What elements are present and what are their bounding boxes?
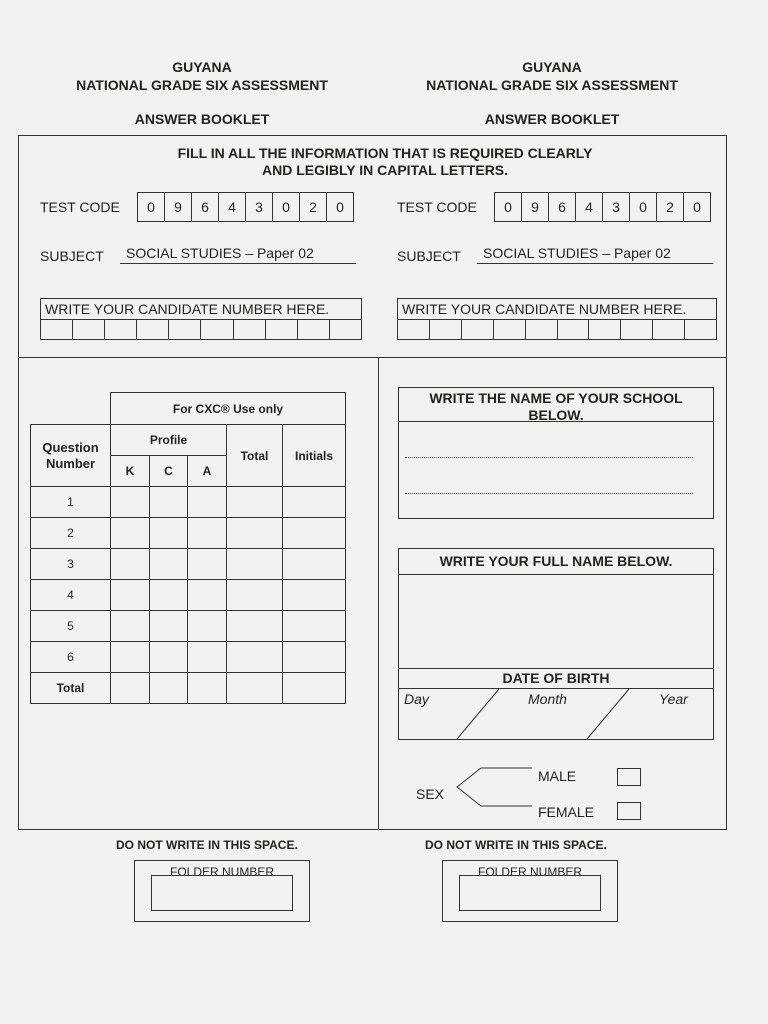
score-cell[interactable]	[227, 673, 283, 704]
subject-field[interactable]: SOCIAL STUDIES – Paper 02	[477, 245, 713, 264]
header-right	[382, 58, 722, 94]
candidate-number-box	[397, 298, 717, 340]
score-cell[interactable]	[111, 580, 150, 611]
candidate-digit-cell[interactable]	[589, 320, 621, 340]
full-name-field[interactable]	[399, 574, 713, 668]
score-cell[interactable]	[227, 580, 283, 611]
folder-number-box	[134, 860, 310, 922]
booklet-title: ANSWER BOOKLET	[134, 111, 270, 127]
candidate-digit-cell[interactable]	[430, 320, 462, 340]
score-cell[interactable]	[227, 642, 283, 673]
table-row-total	[31, 673, 346, 704]
school-name-line[interactable]	[405, 492, 693, 494]
score-cell[interactable]	[150, 580, 188, 611]
folder-number-box	[442, 860, 618, 922]
question-number: 5	[31, 611, 111, 642]
test-code-digit: 3	[246, 193, 273, 221]
sex-label: SEX	[416, 786, 445, 802]
folder-number-field	[151, 875, 293, 911]
sex-bracket	[455, 766, 535, 808]
score-cell[interactable]	[283, 673, 346, 704]
score-cell[interactable]	[111, 611, 150, 642]
test-code-digit: 6	[549, 193, 576, 221]
full-name-box	[398, 548, 714, 740]
horizontal-divider	[18, 357, 727, 358]
score-cell[interactable]	[188, 611, 227, 642]
score-cell[interactable]	[283, 487, 346, 518]
cxc-scoring-table	[30, 392, 346, 704]
test-code-digit: 0	[138, 193, 165, 221]
dob-year-label: Year	[659, 691, 688, 707]
test-code-digit: 2	[300, 193, 327, 221]
score-cell[interactable]	[283, 580, 346, 611]
candidate-digit-cell[interactable]	[41, 320, 73, 340]
table-row	[31, 642, 346, 673]
country-title: GUYANA	[522, 59, 582, 75]
score-cell[interactable]	[188, 580, 227, 611]
question-number: 2	[31, 518, 111, 549]
score-cell[interactable]	[111, 642, 150, 673]
table-row	[31, 487, 346, 518]
score-cell[interactable]	[150, 611, 188, 642]
test-code-digit: 2	[657, 193, 684, 221]
dob-slash-1	[457, 689, 499, 739]
score-cell[interactable]	[283, 518, 346, 549]
do-not-write-notice: DO NOT WRITE IN THIS SPACE.	[116, 838, 298, 852]
folder-number-label: FOLDER NUMBER	[169, 865, 274, 879]
question-number-header: Question Number	[31, 425, 111, 487]
full-name-title: WRITE YOUR FULL NAME BELOW.	[399, 549, 713, 575]
candidate-number-cells[interactable]	[398, 320, 716, 340]
score-cell[interactable]	[188, 487, 227, 518]
subject-field[interactable]: SOCIAL STUDIES – Paper 02	[120, 245, 356, 264]
male-label: MALE	[538, 768, 577, 784]
dob-title: DATE OF BIRTH	[502, 670, 610, 686]
score-cell[interactable]	[227, 611, 283, 642]
candidate-digit-cell[interactable]	[169, 320, 201, 340]
female-checkbox[interactable]	[617, 802, 641, 820]
candidate-digit-cell[interactable]	[266, 320, 298, 340]
school-name-line[interactable]	[405, 456, 693, 458]
do-not-write-notice: DO NOT WRITE IN THIS SPACE.	[425, 838, 607, 852]
dob-slash-2	[587, 689, 629, 739]
candidate-digit-cell[interactable]	[330, 320, 361, 340]
folder-number-field	[459, 875, 601, 911]
dob-day-field[interactable]	[399, 709, 459, 739]
test-code-digit: 0	[693, 199, 701, 215]
question-number: 3	[31, 549, 111, 580]
profile-a-header: A	[188, 456, 227, 487]
cxc-header: For CXC® Use only	[111, 393, 346, 425]
score-cell[interactable]	[283, 611, 346, 642]
test-code-boxes	[494, 192, 711, 222]
dob-month-field[interactable]	[499, 709, 589, 739]
header-left	[32, 58, 372, 94]
test-code-digit: 6	[192, 193, 219, 221]
score-cell[interactable]	[283, 642, 346, 673]
test-code-digit: 0	[495, 193, 522, 221]
candidate-digit-cell[interactable]	[137, 320, 169, 340]
candidate-digit-cell[interactable]	[526, 320, 558, 340]
dob-day-label: Day	[404, 691, 429, 707]
male-checkbox[interactable]	[617, 768, 641, 786]
table-row	[31, 518, 346, 549]
dob-month-label: Month	[528, 691, 567, 707]
profile-k-header: K	[111, 456, 150, 487]
dob-year-field[interactable]	[631, 709, 711, 739]
table-row	[31, 549, 346, 580]
score-cell[interactable]	[283, 549, 346, 580]
score-cell[interactable]	[111, 673, 150, 704]
test-code-digit: 0	[630, 193, 657, 221]
booklet-title: ANSWER BOOKLET	[484, 111, 620, 127]
table-row	[31, 580, 346, 611]
score-cell[interactable]	[188, 518, 227, 549]
test-code-label: TEST CODE	[40, 199, 120, 215]
candidate-digit-cell[interactable]	[398, 320, 430, 340]
female-label: FEMALE	[538, 804, 595, 820]
score-cell[interactable]	[188, 642, 227, 673]
candidate-number-label: WRITE YOUR CANDIDATE NUMBER HERE.	[398, 299, 716, 320]
score-cell[interactable]	[111, 487, 150, 518]
table-row	[31, 611, 346, 642]
score-cell[interactable]	[111, 518, 150, 549]
test-code-digit: 9	[165, 193, 192, 221]
candidate-digit-cell[interactable]	[234, 320, 266, 340]
test-code-label: TEST CODE	[397, 199, 477, 215]
subject-label: SUBJECT	[40, 248, 104, 264]
score-cell[interactable]	[150, 642, 188, 673]
country-title: GUYANA	[172, 59, 232, 75]
instructions	[40, 145, 730, 179]
score-cell[interactable]	[188, 673, 227, 704]
candidate-digit-cell[interactable]	[494, 320, 526, 340]
candidate-number-box	[40, 298, 362, 340]
subject-label: SUBJECT	[397, 248, 461, 264]
test-code-digit: 3	[603, 193, 630, 221]
total-header: Total	[227, 425, 283, 487]
test-code-digit: 4	[576, 193, 603, 221]
assessment-title: NATIONAL GRADE SIX ASSESSMENT	[76, 77, 328, 93]
test-code-boxes	[137, 192, 354, 222]
candidate-digit-cell[interactable]	[621, 320, 653, 340]
candidate-digit-cell[interactable]	[653, 320, 685, 340]
score-cell[interactable]	[150, 673, 188, 704]
candidate-digit-cell[interactable]	[105, 320, 137, 340]
dob-divider	[399, 668, 713, 669]
score-cell[interactable]	[227, 518, 283, 549]
test-code-digit: 0	[336, 199, 344, 215]
score-cell[interactable]	[227, 487, 283, 518]
score-cell[interactable]	[150, 518, 188, 549]
instructions-line-2: AND LEGIBLY IN CAPITAL LETTERS.	[261, 162, 509, 178]
school-name-title: WRITE THE NAME OF YOUR SCHOOL BELOW.	[399, 388, 713, 422]
test-code-digit: 4	[219, 193, 246, 221]
candidate-digit-cell[interactable]	[685, 320, 716, 340]
candidate-number-label: WRITE YOUR CANDIDATE NUMBER HERE.	[41, 299, 361, 320]
folder-number-label: FOLDER NUMBER	[477, 865, 582, 879]
school-name-box	[398, 387, 714, 519]
candidate-digit-cell[interactable]	[462, 320, 494, 340]
profile-header: Profile	[111, 425, 227, 456]
candidate-digit-cell[interactable]	[201, 320, 233, 340]
test-code-digit: 0	[273, 193, 300, 221]
initials-header: Initials	[283, 425, 346, 487]
candidate-number-cells[interactable]	[41, 320, 361, 340]
candidate-digit-cell[interactable]	[298, 320, 330, 340]
assessment-title: NATIONAL GRADE SIX ASSESSMENT	[426, 77, 678, 93]
question-number: 1	[31, 487, 111, 518]
score-cell[interactable]	[150, 487, 188, 518]
test-code-digit: 9	[522, 193, 549, 221]
candidate-digit-cell[interactable]	[73, 320, 105, 340]
score-cell[interactable]	[150, 549, 188, 580]
score-cell[interactable]	[111, 549, 150, 580]
profile-c-header: C	[150, 456, 188, 487]
vertical-divider	[378, 357, 379, 830]
candidate-digit-cell[interactable]	[558, 320, 590, 340]
instructions-line-1: FILL IN ALL THE INFORMATION THAT IS REQUIRED CLEARLY	[177, 145, 593, 161]
question-number: 6	[31, 642, 111, 673]
question-number: 4	[31, 580, 111, 611]
score-cell[interactable]	[227, 549, 283, 580]
total-row-label: Total	[31, 673, 111, 704]
score-cell[interactable]	[188, 549, 227, 580]
